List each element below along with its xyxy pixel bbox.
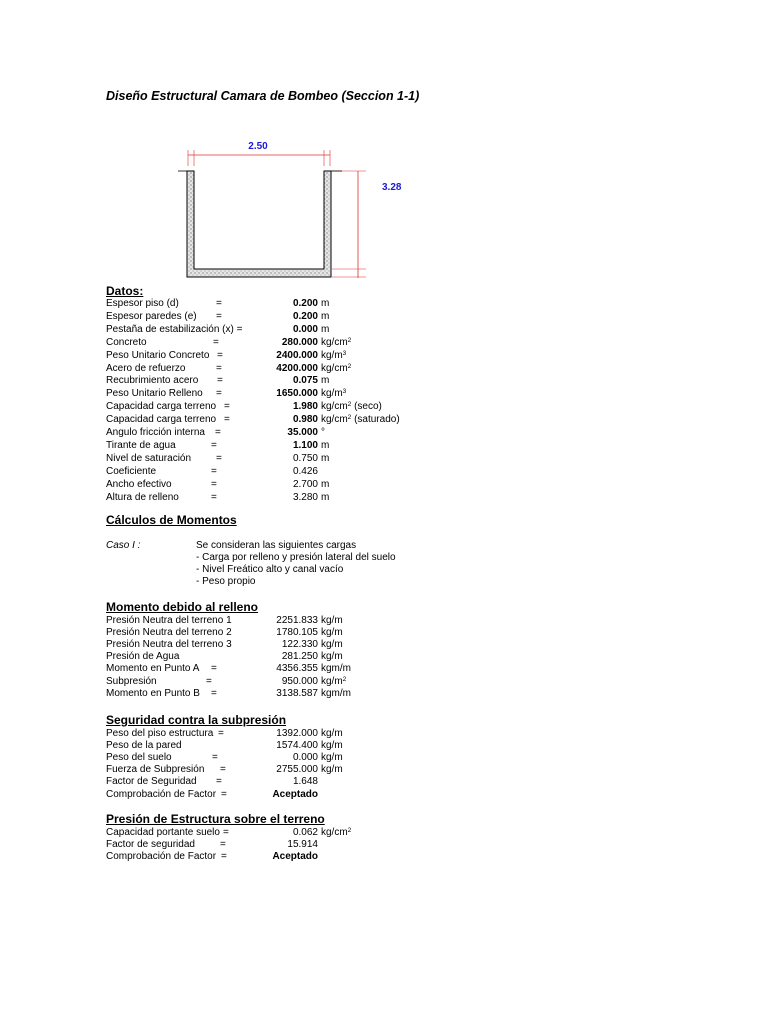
- row-value: 4200.000: [276, 362, 318, 374]
- datos-row: [106, 375, 426, 387]
- caso-label: Caso I :: [106, 540, 141, 551]
- row-value: 1.100: [292, 439, 318, 451]
- unit-text: kg/m: [321, 388, 343, 400]
- datos-row: [106, 440, 426, 452]
- unit-text: m: [321, 452, 330, 464]
- row-label: Peso del piso estructura: [106, 728, 214, 739]
- momento-row: [106, 615, 426, 627]
- row-value: 1392.000: [276, 728, 318, 739]
- equals-sign: =: [221, 788, 227, 800]
- row-label: Comprobación de Factor: [106, 788, 217, 800]
- presion-heading: Presión de Estructura sobre el terreno: [106, 812, 325, 826]
- unit-text: kg/m: [321, 764, 343, 776]
- page-title: Diseño Estructural Camara de Bombeo (Seccion 1-1): [106, 89, 420, 103]
- equals-sign: =: [212, 752, 218, 764]
- unit-text: kg/cm: [321, 414, 348, 426]
- row-value: 950.000: [281, 675, 318, 687]
- row-unit: [321, 453, 329, 465]
- caso-line: - Nivel Freático alto y canal vacío: [196, 564, 344, 575]
- equals-sign: =: [216, 310, 222, 322]
- datos-row: [106, 492, 426, 504]
- row-value: 2251.833: [276, 615, 318, 626]
- row-value: 4356.355: [276, 663, 318, 675]
- row-unit: [321, 627, 343, 639]
- row-value: Aceptado: [272, 788, 318, 800]
- row-unit: [321, 427, 325, 439]
- row-label: Capacidad carga terreno: [106, 401, 217, 413]
- presion-row: [106, 851, 426, 863]
- width-dimension-label: 2.50: [248, 141, 268, 152]
- caso-description: [196, 540, 396, 588]
- row-value: 3138.587: [276, 687, 318, 699]
- row-label: Momento en Punto B: [106, 687, 200, 699]
- datos-row: [106, 388, 426, 400]
- row-label: Acero de refuerzo: [106, 362, 186, 374]
- row-value: 0.980: [292, 414, 318, 426]
- row-label: Nivel de saturación: [106, 452, 192, 464]
- row-value: 0.075: [292, 375, 318, 387]
- row-unit: [321, 651, 343, 663]
- row-unit: [321, 639, 343, 651]
- row-label: Recubrimiento acero: [106, 375, 199, 387]
- row-label: Ancho efectivo: [106, 478, 172, 490]
- unit-text: °: [321, 427, 325, 438]
- row-value: 3.280: [292, 491, 318, 503]
- unit-text: m: [321, 478, 330, 490]
- row-label: Factor de Seguridad: [106, 776, 197, 788]
- row-unit: [321, 492, 329, 504]
- row-unit: [321, 414, 400, 426]
- row-value: 1.648: [292, 776, 318, 788]
- row-value: 1780.105: [276, 627, 318, 639]
- row-value: 0.062: [292, 827, 318, 838]
- momento-row: [106, 639, 426, 651]
- row-unit: [321, 311, 329, 323]
- caso-line: Se consideran las siguientes cargas: [196, 540, 357, 551]
- row-unit: [321, 615, 343, 627]
- row-value: 0.750: [292, 452, 318, 464]
- row-label: Tirante de agua: [106, 439, 176, 451]
- row-unit: [321, 676, 346, 688]
- row-label: Capacidad carga terreno: [106, 414, 217, 426]
- seguridad-row: [106, 728, 426, 740]
- row-unit: [321, 688, 351, 700]
- datos-row: [106, 401, 426, 413]
- unit-text: m: [321, 439, 330, 451]
- row-label: Coeficiente: [106, 465, 157, 477]
- row-value: 0.000: [292, 752, 318, 764]
- row-label: Comprobación de Factor: [106, 851, 217, 863]
- unit-exponent: 2: [347, 827, 352, 834]
- row-unit: [321, 324, 329, 336]
- row-value: Aceptado: [272, 851, 318, 863]
- unit-text: m: [321, 310, 330, 322]
- unit-text: kg/cm: [321, 336, 348, 348]
- datos-row: [106, 453, 426, 465]
- unit-text: kg/m: [321, 627, 343, 639]
- datos-row: [106, 350, 426, 362]
- row-label: Factor de seguridad: [106, 839, 195, 851]
- row-label: Momento en Punto A: [106, 663, 200, 675]
- row-label: Angulo fricción interna: [106, 427, 205, 438]
- row-value: 1.980: [292, 401, 318, 413]
- equals-sign: =: [206, 675, 212, 687]
- presion-row: [106, 839, 426, 851]
- row-value: 2400.000: [276, 349, 318, 361]
- row-unit: [321, 298, 329, 310]
- row-label: Subpresión: [106, 675, 157, 687]
- row-label: Peso Unitario Concreto: [106, 349, 210, 361]
- row-value: 1650.000: [276, 388, 318, 400]
- datos-row: [106, 311, 426, 323]
- equals-sign: =: [213, 336, 219, 348]
- unit-exponent: 2: [347, 414, 352, 422]
- datos-row: [106, 337, 426, 349]
- row-unit: [321, 752, 343, 764]
- momento-row: [106, 627, 426, 639]
- equals-sign: =: [211, 663, 217, 675]
- seguridad-row: [106, 752, 426, 764]
- row-label: Presión Neutra del terreno 2: [106, 627, 232, 639]
- momento-row: [106, 688, 426, 700]
- unit-text: m: [321, 298, 330, 309]
- momento-row: [106, 676, 426, 688]
- seguridad-row: [106, 776, 426, 788]
- row-label: Fuerza de Subpresión: [106, 764, 205, 776]
- row-unit: [321, 337, 351, 349]
- row-value: 2755.000: [276, 764, 318, 776]
- row-label: Peso Unitario Relleno: [106, 388, 203, 400]
- unit-text: kgm/m: [321, 663, 351, 675]
- unit-text: m: [321, 375, 330, 387]
- unit-exponent: 3: [342, 388, 347, 396]
- unit-text: kg/m: [321, 615, 343, 626]
- unit-text: kg/cm: [321, 401, 348, 413]
- row-unit: [321, 740, 343, 752]
- equals-sign: =: [216, 388, 222, 400]
- equals-sign: =: [216, 776, 222, 788]
- equals-sign: =: [211, 491, 217, 503]
- unit-text: kg/m: [321, 752, 343, 764]
- row-value: 1574.400: [276, 740, 318, 752]
- seguridad-row: [106, 789, 426, 801]
- datos-row: [106, 466, 426, 478]
- momento-heading: Momento debido al relleno: [106, 600, 259, 614]
- row-label: Altura de relleno: [106, 491, 179, 503]
- equals-sign: =: [218, 728, 224, 739]
- unit-exponent: 2: [347, 362, 352, 370]
- row-label: Presión de Agua: [106, 651, 180, 663]
- presion-row: [106, 827, 426, 839]
- row-value: 281.250: [281, 651, 318, 663]
- unit-text: kg/m: [321, 675, 343, 687]
- unit-text: kg/m: [321, 728, 343, 739]
- row-label: Pestaña de estabilización (x) =: [106, 323, 243, 335]
- row-value: 0.426: [292, 465, 318, 477]
- row-unit: [321, 388, 346, 400]
- row-value: 2.700: [292, 478, 318, 490]
- caso-line: - Carga por relleno y presión lateral del suelo: [196, 552, 396, 563]
- equals-sign: =: [211, 478, 217, 490]
- datos-row: [106, 414, 426, 426]
- row-label: Peso del suelo: [106, 752, 172, 764]
- unit-text: m: [321, 323, 330, 335]
- unit-text: kg/m: [321, 349, 343, 361]
- row-value: 0.200: [292, 298, 318, 309]
- row-unit: [321, 479, 329, 491]
- seguridad-row: [106, 764, 426, 776]
- equals-sign: =: [211, 465, 217, 477]
- equals-sign: =: [220, 839, 226, 851]
- momento-row: [106, 663, 426, 675]
- equals-sign: =: [221, 851, 227, 863]
- row-label: Capacidad portante suelo: [106, 827, 220, 838]
- row-unit: [321, 401, 382, 413]
- datos-row: [106, 479, 426, 491]
- row-value: 122.330: [281, 639, 318, 651]
- seguridad-row: [106, 740, 426, 752]
- equals-sign: =: [224, 414, 230, 426]
- equals-sign: =: [220, 764, 226, 776]
- row-label: Peso de la pared: [106, 740, 182, 752]
- row-label: Presión Neutra del terreno 1: [106, 615, 232, 626]
- unit-exponent: 3: [342, 349, 347, 357]
- equals-sign: =: [211, 439, 217, 451]
- datos-heading: Datos:: [106, 284, 144, 298]
- unit-text: m: [321, 491, 330, 503]
- row-label: Espesor paredes (e): [106, 310, 197, 322]
- equals-sign: =: [224, 401, 230, 413]
- momento-row: [106, 651, 426, 663]
- unit-suffix: (saturado): [351, 414, 400, 426]
- equals-sign: =: [211, 687, 217, 699]
- unit-exponent: 2: [342, 675, 347, 683]
- row-unit: [321, 350, 346, 362]
- datos-row: [106, 324, 426, 336]
- row-value: 0.000: [292, 323, 318, 335]
- unit-text: kg/cm: [321, 362, 348, 374]
- row-value: 35.000: [287, 427, 318, 438]
- equals-sign: =: [216, 298, 222, 309]
- unit-text: kg/m: [321, 740, 343, 752]
- row-unit: [321, 363, 351, 375]
- unit-text: kgm/m: [321, 687, 351, 699]
- row-label: Presión Neutra del terreno 3: [106, 639, 232, 651]
- equals-sign: =: [217, 349, 223, 361]
- row-unit: [321, 375, 329, 387]
- caso-line: - Peso propio: [196, 576, 256, 587]
- height-dimension-label: 3.28: [382, 182, 402, 193]
- equals-sign: =: [223, 827, 229, 838]
- equals-sign: =: [215, 427, 221, 438]
- row-label: Concreto: [106, 336, 147, 348]
- row-value: 15.914: [287, 839, 318, 851]
- section-diagram: [170, 136, 410, 286]
- row-value: 280.000: [281, 336, 318, 348]
- datos-row: [106, 427, 426, 439]
- row-value: 0.200: [292, 310, 318, 322]
- unit-suffix: (seco): [351, 401, 382, 413]
- unit-text: kg/cm: [321, 827, 348, 838]
- unit-text: kg/m: [321, 639, 343, 651]
- seguridad-heading: Seguridad contra la subpresión: [106, 713, 287, 727]
- datos-row: [106, 298, 426, 310]
- row-unit: [321, 728, 343, 740]
- equals-sign: =: [216, 452, 222, 464]
- calculos-heading: Cálculos de Momentos: [106, 513, 237, 527]
- unit-text: kg/m: [321, 651, 343, 663]
- equals-sign: =: [216, 362, 222, 374]
- unit-exponent: 2: [347, 336, 352, 344]
- row-unit: [321, 764, 343, 776]
- equals-sign: =: [217, 375, 223, 387]
- row-label: Espesor piso (d): [106, 298, 179, 309]
- datos-row: [106, 363, 426, 375]
- row-unit: [321, 827, 351, 839]
- unit-exponent: 2: [347, 401, 352, 409]
- row-unit: [321, 663, 351, 675]
- row-unit: [321, 440, 329, 452]
